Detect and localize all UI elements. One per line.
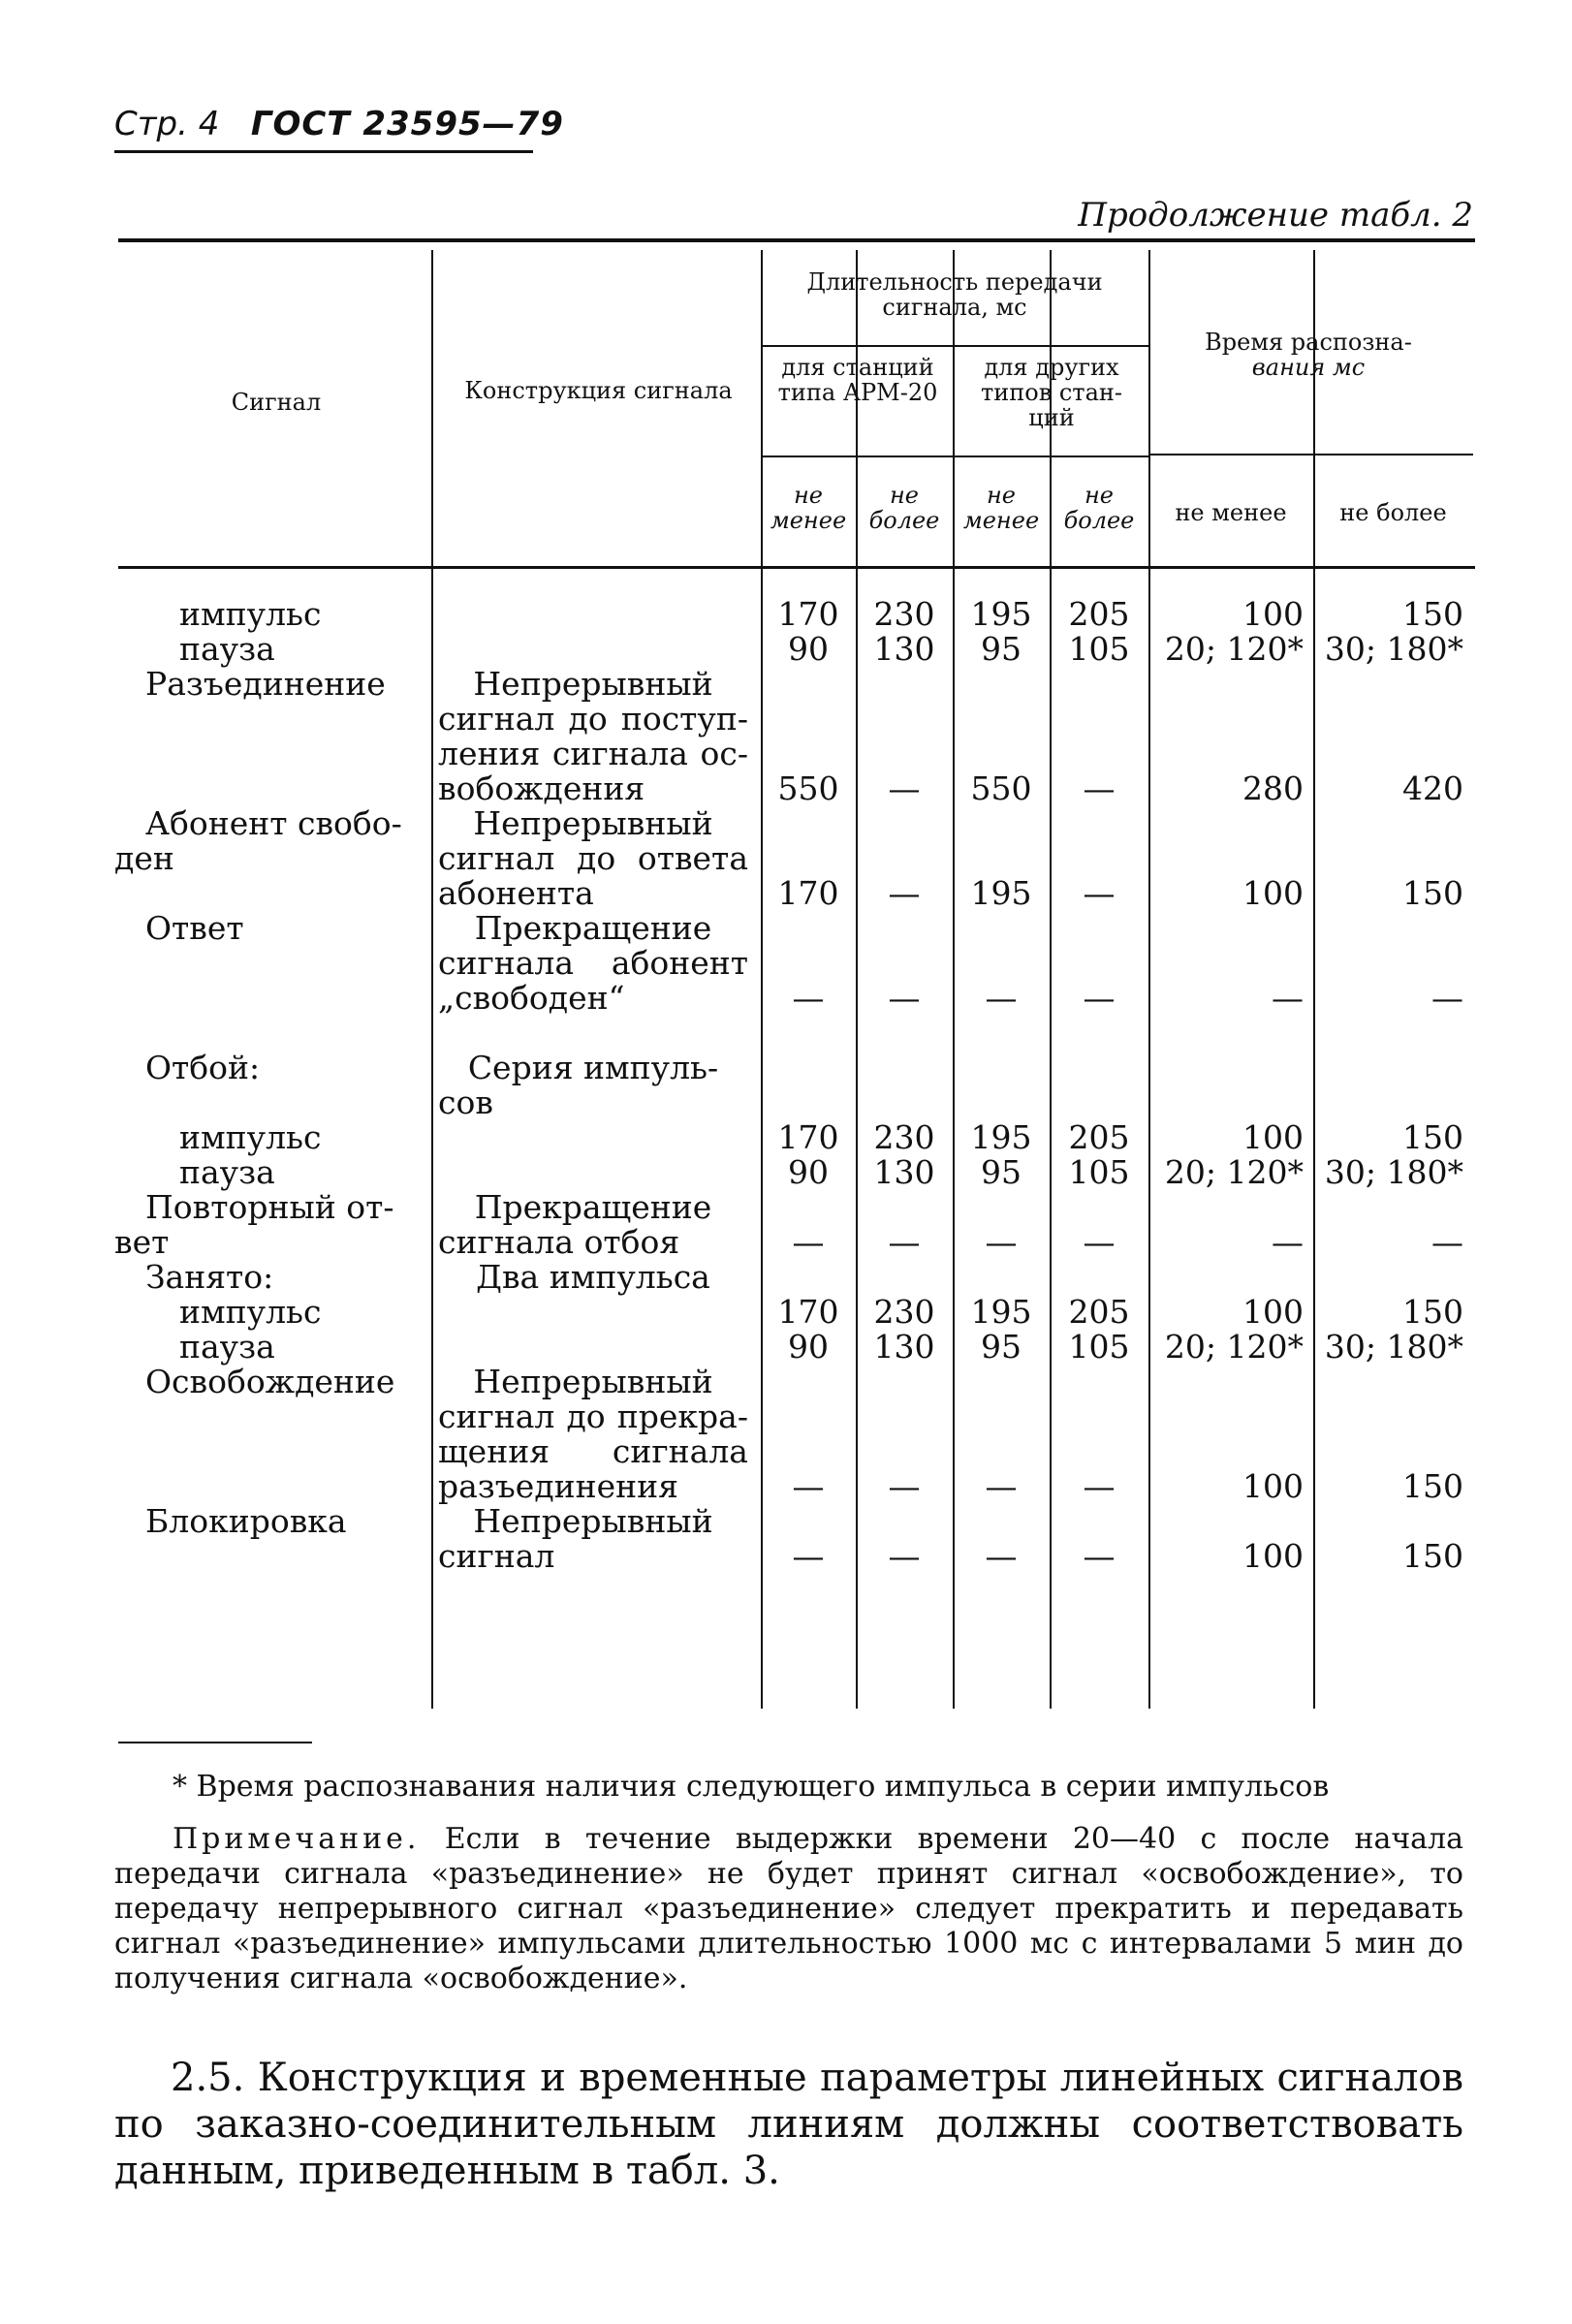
signal-cell: ден <box>114 839 174 877</box>
value-cell: 105 <box>1068 1153 1130 1191</box>
signal-cell: импульс <box>179 1118 322 1156</box>
sub-menee: менее <box>962 507 1040 534</box>
value-cell: — <box>792 1467 825 1505</box>
construction-cell: Непрерывный <box>473 665 713 703</box>
value-cell: 20; 120* <box>1164 630 1304 668</box>
signal-cell: Блокировка <box>145 1502 347 1540</box>
value-cell: — <box>1083 1223 1116 1261</box>
value-cell: 230 <box>873 595 935 633</box>
rule-subheader-split <box>761 455 1148 457</box>
value-cell: 130 <box>873 1153 935 1191</box>
value-cell: 205 <box>1068 1118 1130 1156</box>
value-cell: — <box>1431 1223 1463 1261</box>
signal-cell: импульс <box>179 595 322 633</box>
sub-bolee: более <box>868 507 940 534</box>
header-duration <box>761 269 1148 320</box>
value-cell: — <box>1083 1537 1116 1575</box>
paragraph-text: 2.5. Конструкция и временные параметры линейных сигналов по заказно-соединительным линиям должны соответствовать данным, приведенным в табл. 3. <box>114 2056 1463 2193</box>
sub-recog-max: не более <box>1339 499 1447 526</box>
value-cell: — <box>1083 1467 1116 1505</box>
value-cell: 30; 180* <box>1324 1328 1463 1366</box>
construction-cell: сигнал <box>438 1537 555 1575</box>
construction-cell: Прекращение <box>474 1188 712 1226</box>
sub-ne: не <box>1084 482 1114 509</box>
header-arm20-line1: для станций <box>781 354 934 381</box>
value-cell: 230 <box>873 1293 935 1331</box>
value-cell: 420 <box>1402 769 1463 807</box>
value-cell: 30; 180* <box>1324 1153 1463 1191</box>
construction-cell: сигнала абонент <box>438 944 748 982</box>
value-cell: 150 <box>1402 595 1463 633</box>
footnote-rule <box>118 1742 312 1743</box>
construction-cell: „свободен“ <box>438 979 625 1017</box>
table-continuation-label: Продолжение табл. 2 <box>1078 196 1473 235</box>
sub-other-min <box>953 483 1050 533</box>
value-cell: 100 <box>1242 1293 1304 1331</box>
value-cell: 205 <box>1068 1293 1130 1331</box>
value-cell: 105 <box>1068 1328 1130 1366</box>
value-cell: 30; 180* <box>1324 630 1463 668</box>
sub-arm20-min <box>761 483 856 533</box>
construction-cell: Непрерывный <box>473 1363 713 1400</box>
value-cell: 205 <box>1068 595 1130 633</box>
header-arm20-line2: типа АРМ-20 <box>777 379 938 406</box>
value-cell: — <box>1083 769 1116 807</box>
signal-cell: Занято: <box>145 1258 274 1296</box>
value-cell: 170 <box>777 1293 839 1331</box>
header-recognition <box>1148 330 1468 380</box>
value-cell: 90 <box>788 1153 829 1191</box>
value-cell: — <box>792 979 825 1017</box>
value-cell: 130 <box>873 1328 935 1366</box>
signal-cell: пауза <box>179 630 275 668</box>
header-construction <box>436 378 761 403</box>
header-other-line3: ций <box>1028 404 1075 431</box>
value-cell: 100 <box>1242 1467 1304 1505</box>
construction-cell: разъединения <box>438 1467 678 1505</box>
construction-cell: сигнал до ответа <box>438 839 748 877</box>
value-cell: 550 <box>970 769 1032 807</box>
construction-cell: сигнал до прекра- <box>438 1398 748 1435</box>
signal-cell: Повторный от- <box>145 1188 394 1226</box>
construction-cell: сов <box>438 1083 493 1121</box>
value-cell: — <box>888 1467 921 1505</box>
value-cell: 150 <box>1402 1467 1463 1505</box>
value-cell: 150 <box>1402 874 1463 912</box>
standard-number: ГОСТ 23595—79 <box>250 105 564 143</box>
header-other-line2: типов стан- <box>981 379 1122 406</box>
value-cell: — <box>985 1467 1018 1505</box>
construction-cell: сигнала отбоя <box>438 1223 680 1261</box>
page-number: Стр. 4 <box>114 105 220 143</box>
signal-cell: пауза <box>179 1153 275 1191</box>
construction-cell: сигнал до поступ- <box>438 700 748 738</box>
header-construction-text: Конструкция сигнала <box>464 377 733 404</box>
page-header <box>114 105 564 143</box>
value-cell: — <box>985 1223 1018 1261</box>
sub-menee: менее <box>770 507 847 534</box>
value-cell: 90 <box>788 1328 829 1366</box>
construction-cell: ления сигнала ос- <box>438 735 748 772</box>
header-recognition-line2: вания мс <box>1251 354 1366 381</box>
table-vline-0 <box>431 250 433 1709</box>
value-cell: — <box>985 979 1018 1017</box>
note-label: Примечание. <box>173 1822 421 1856</box>
construction-cell: Серия импуль- <box>467 1049 719 1086</box>
table-top-rule <box>118 238 1475 242</box>
value-cell: 170 <box>777 1118 839 1156</box>
value-cell: — <box>888 1223 921 1261</box>
header-signal: Сигнал <box>231 389 322 416</box>
value-cell: 280 <box>1242 769 1304 807</box>
value-cell: 20; 120* <box>1164 1328 1304 1366</box>
value-cell: 195 <box>970 1293 1032 1331</box>
construction-cell: вобождения <box>438 769 645 807</box>
value-cell: — <box>888 769 921 807</box>
value-cell: 100 <box>1242 874 1304 912</box>
value-cell: 95 <box>981 1328 1022 1366</box>
value-cell: — <box>792 1537 825 1575</box>
sub-recog-min: не менее <box>1175 499 1287 526</box>
value-cell: 150 <box>1402 1537 1463 1575</box>
value-cell: — <box>1431 979 1463 1017</box>
signal-cell: Освобождение <box>145 1363 395 1400</box>
value-cell: 95 <box>981 630 1022 668</box>
value-cell: — <box>888 979 921 1017</box>
value-cell: — <box>888 1537 921 1575</box>
construction-cell: Прекращение <box>474 909 712 947</box>
section-paragraph <box>114 2055 1463 2194</box>
header-other-line1: для других <box>984 354 1119 381</box>
construction-cell: Непрерывный <box>473 804 713 842</box>
table-header-bottom-rule <box>118 566 1475 569</box>
value-cell: 95 <box>981 1153 1022 1191</box>
header-duration-line2: сигнала, мс <box>882 294 1027 321</box>
sub-ne: не <box>986 482 1016 509</box>
table-note <box>114 1822 1463 1996</box>
value-cell: 170 <box>777 874 839 912</box>
value-cell: 170 <box>777 595 839 633</box>
sub-bolee: более <box>1063 507 1135 534</box>
value-cell: 105 <box>1068 630 1130 668</box>
value-cell: 90 <box>788 630 829 668</box>
construction-cell: Два импульса <box>476 1258 710 1296</box>
sub-ne: не <box>889 482 919 509</box>
construction-cell: Непрерывный <box>473 1502 713 1540</box>
value-cell: — <box>888 874 921 912</box>
signal-cell: Отбой: <box>145 1049 261 1086</box>
header-duration-line1: Длительность передачи <box>806 268 1103 296</box>
sub-other-max <box>1050 483 1148 533</box>
note-text: Если в течение выдержки времени 20—40 с после начала передачи сигнала «разъединение» не будет принят сигнал «освобождение», то передачу непрерывного сигнал «разъединение» следует прекратить и передавать сигнал «разъединение» импульсами длительностью 1000 мс с интервалами 5 мин до получения сигнала «освобождение». <box>114 1822 1463 1995</box>
value-cell: 100 <box>1242 595 1304 633</box>
rule-recog-split <box>1148 454 1473 455</box>
construction-cell: щения сигнала <box>438 1432 748 1470</box>
signal-cell: пауза <box>179 1328 275 1366</box>
value-cell: — <box>1272 979 1304 1017</box>
value-cell: — <box>1083 979 1116 1017</box>
value-cell: 100 <box>1242 1537 1304 1575</box>
signal-cell: импульс <box>179 1293 322 1331</box>
value-cell: 550 <box>777 769 839 807</box>
value-cell: 130 <box>873 630 935 668</box>
value-cell: 150 <box>1402 1118 1463 1156</box>
signal-cell: Абонент свобо- <box>145 804 402 842</box>
value-cell: 150 <box>1402 1293 1463 1331</box>
header-underline <box>114 150 533 153</box>
value-cell: 100 <box>1242 1118 1304 1156</box>
footnote: * Время распознавания наличия следующего импульса в серии импульсов <box>173 1770 1330 1804</box>
sub-ne: не <box>793 482 823 509</box>
value-cell: 195 <box>970 1118 1032 1156</box>
signal-cell: Ответ <box>145 909 244 947</box>
value-cell: — <box>792 1223 825 1261</box>
value-cell: 195 <box>970 874 1032 912</box>
value-cell: — <box>985 1537 1018 1575</box>
construction-cell: абонента <box>438 874 594 912</box>
value-cell: 230 <box>873 1118 935 1156</box>
sub-arm20-max <box>856 483 953 533</box>
rule-duration-split <box>761 345 1148 347</box>
value-cell: — <box>1083 874 1116 912</box>
value-cell: 195 <box>970 595 1032 633</box>
value-cell: 20; 120* <box>1164 1153 1304 1191</box>
header-arm20 <box>761 355 955 405</box>
signal-cell: Разъединение <box>145 665 386 703</box>
signal-cell: вет <box>114 1223 170 1261</box>
header-recognition-line1: Время распозна- <box>1205 329 1412 356</box>
header-other <box>955 355 1148 430</box>
value-cell: — <box>1272 1223 1304 1261</box>
